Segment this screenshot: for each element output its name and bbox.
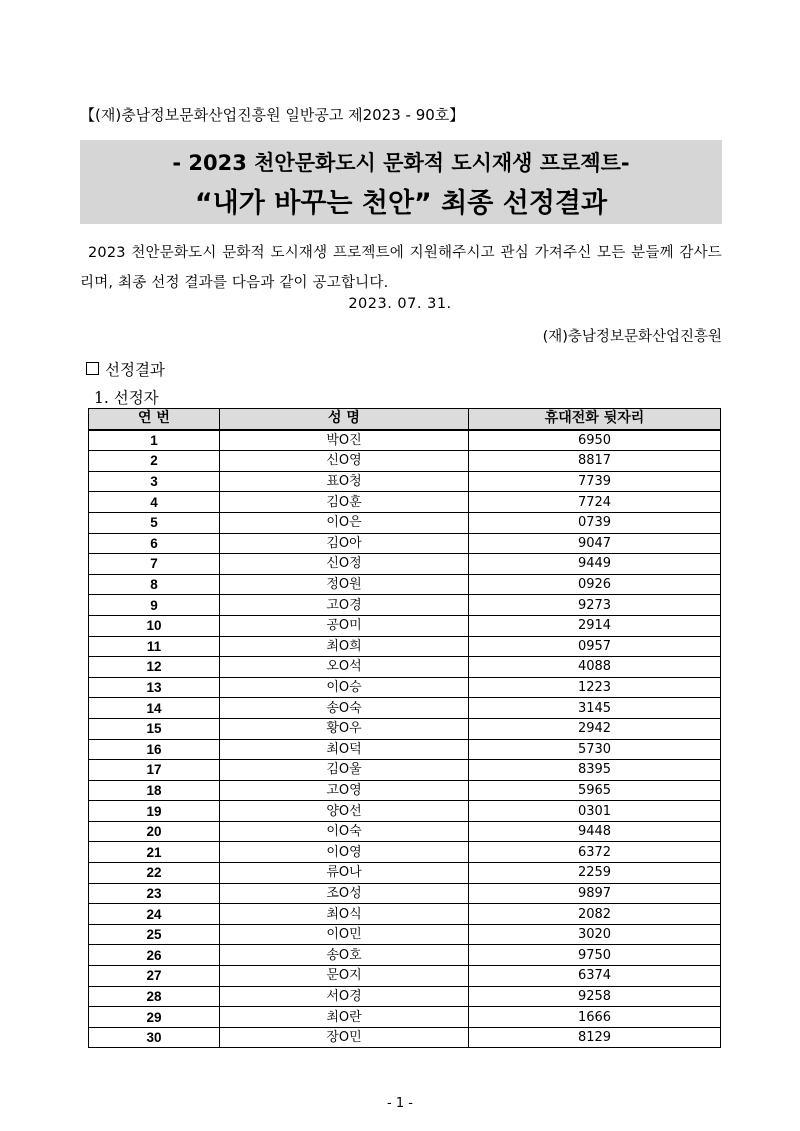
subsection-title: 1. 선정자 [94, 389, 159, 407]
serial-cell: 6 [89, 533, 220, 554]
phone-cell: 8817 [469, 451, 721, 472]
serial-cell: 14 [89, 698, 220, 719]
table-row [89, 801, 721, 822]
serial-cell: 10 [89, 615, 220, 636]
serial-cell: 25 [89, 924, 220, 945]
serial-cell: 1 [89, 430, 220, 451]
table-row [89, 945, 721, 966]
table-row [89, 780, 721, 801]
phone-cell: 3145 [469, 698, 721, 719]
phone-cell: 8395 [469, 760, 721, 781]
table-row [89, 842, 721, 863]
serial-cell: 18 [89, 780, 220, 801]
serial-cell: 28 [89, 986, 220, 1007]
phone-cell: 8129 [469, 1027, 721, 1048]
serial-cell: 23 [89, 883, 220, 904]
table-row [89, 451, 721, 472]
phone-cell: 5730 [469, 739, 721, 760]
phone-cell: 6950 [469, 430, 721, 451]
serial-cell: 8 [89, 574, 220, 595]
name-cell: 이O영 [220, 842, 469, 863]
table-row [89, 760, 721, 781]
name-cell: 오O석 [220, 657, 469, 678]
selection-table [88, 408, 721, 1048]
table-row [89, 821, 721, 842]
phone-cell: 9448 [469, 821, 721, 842]
serial-cell: 27 [89, 966, 220, 987]
table-row [89, 492, 721, 513]
name-cell: 이O민 [220, 924, 469, 945]
phone-cell: 2082 [469, 904, 721, 925]
intro-paragraph: 2023 천안문화도시 문화적 도시재생 프로젝트에 지원해주시고 관심 가져주신 모든 분들께 감사드리며, 최종 선정 결과를 다음과 같이 공고합니다. [80, 245, 722, 291]
phone-cell: 5965 [469, 780, 721, 801]
serial-cell: 22 [89, 863, 220, 884]
serial-cell: 29 [89, 1007, 220, 1028]
title-line-1: - 2023 천안문화도시 문화적 도시재생 프로젝트- [172, 151, 630, 175]
name-cell: 공O미 [220, 615, 469, 636]
table-row [89, 595, 721, 616]
table-row [89, 698, 721, 719]
page-number: - 1 - [387, 1096, 413, 1111]
name-cell: 표O청 [220, 471, 469, 492]
serial-cell: 20 [89, 821, 220, 842]
name-cell: 송O숙 [220, 698, 469, 719]
serial-cell: 26 [89, 945, 220, 966]
name-cell: 이O숙 [220, 821, 469, 842]
table-row [89, 636, 721, 657]
name-cell: 황O우 [220, 718, 469, 739]
name-cell: 이O은 [220, 512, 469, 533]
header-name: 성 명 [220, 409, 469, 430]
phone-cell: 9273 [469, 595, 721, 616]
table-row [89, 430, 721, 451]
phone-cell: 9750 [469, 945, 721, 966]
phone-cell: 0926 [469, 574, 721, 595]
name-cell: 서O경 [220, 986, 469, 1007]
table-row [89, 512, 721, 533]
serial-cell: 5 [89, 512, 220, 533]
name-cell: 김O아 [220, 533, 469, 554]
organization-name: (재)충남정보문화산업진흥원 [542, 329, 722, 345]
name-cell: 최O희 [220, 636, 469, 657]
serial-cell: 11 [89, 636, 220, 657]
name-cell: 양O선 [220, 801, 469, 822]
header-phone: 휴대전화 뒷자리 [469, 409, 721, 430]
phone-cell: 3020 [469, 924, 721, 945]
phone-cell: 6372 [469, 842, 721, 863]
phone-cell: 9047 [469, 533, 721, 554]
phone-cell: 9258 [469, 986, 721, 1007]
name-cell: 이O승 [220, 677, 469, 698]
table-row [89, 1027, 721, 1048]
table-row [89, 863, 721, 884]
name-cell: 문O지 [220, 966, 469, 987]
table-row [89, 986, 721, 1007]
table-row [89, 904, 721, 925]
table-row [89, 574, 721, 595]
name-cell: 김O훈 [220, 492, 469, 513]
phone-cell: 9897 [469, 883, 721, 904]
serial-cell: 9 [89, 595, 220, 616]
name-cell: 장O민 [220, 1027, 469, 1048]
phone-cell: 0739 [469, 512, 721, 533]
name-cell: 신O영 [220, 451, 469, 472]
serial-cell: 2 [89, 451, 220, 472]
phone-cell: 0957 [469, 636, 721, 657]
table-row [89, 924, 721, 945]
serial-cell: 13 [89, 677, 220, 698]
serial-cell: 16 [89, 739, 220, 760]
table-row [89, 718, 721, 739]
table-row [89, 615, 721, 636]
phone-cell: 6374 [469, 966, 721, 987]
checkbox-square-icon [86, 362, 99, 375]
name-cell: 최O란 [220, 1007, 469, 1028]
table-row [89, 883, 721, 904]
table-row [89, 966, 721, 987]
table-row [89, 1007, 721, 1028]
name-cell: 최O덕 [220, 739, 469, 760]
serial-cell: 3 [89, 471, 220, 492]
name-cell: 최O식 [220, 904, 469, 925]
table-header-row [89, 409, 721, 430]
name-cell: 류O나 [220, 863, 469, 884]
table-row [89, 554, 721, 575]
phone-cell: 4088 [469, 657, 721, 678]
table-row [89, 657, 721, 678]
title-line-2: “내가 바꾸는 천안” 최종 선정결과 [194, 188, 608, 219]
name-cell: 송O호 [220, 945, 469, 966]
phone-cell: 7724 [469, 492, 721, 513]
serial-cell: 17 [89, 760, 220, 781]
phone-cell: 1666 [469, 1007, 721, 1028]
serial-cell: 19 [89, 801, 220, 822]
table-row [89, 739, 721, 760]
serial-cell: 24 [89, 904, 220, 925]
section-heading [86, 358, 165, 380]
name-cell: 고O경 [220, 595, 469, 616]
phone-cell: 9449 [469, 554, 721, 575]
name-cell: 정O원 [220, 574, 469, 595]
phone-cell: 1223 [469, 677, 721, 698]
table-row [89, 533, 721, 554]
name-cell: 신O정 [220, 554, 469, 575]
header-serial: 연 번 [89, 409, 220, 430]
phone-cell: 0301 [469, 801, 721, 822]
notice-date: 2023. 07. 31. [348, 296, 452, 312]
serial-cell: 7 [89, 554, 220, 575]
phone-cell: 2942 [469, 718, 721, 739]
notice-number: 【(재)충남정보문화산업진흥원 일반공고 제2023 - 90호】 [80, 106, 465, 124]
section-title: 선정결과 [105, 361, 165, 379]
serial-cell: 4 [89, 492, 220, 513]
serial-cell: 21 [89, 842, 220, 863]
name-cell: 고O영 [220, 780, 469, 801]
name-cell: 박O진 [220, 430, 469, 451]
serial-cell: 30 [89, 1027, 220, 1048]
table-row [89, 677, 721, 698]
phone-cell: 7739 [469, 471, 721, 492]
name-cell: 조O성 [220, 883, 469, 904]
phone-cell: 2914 [469, 615, 721, 636]
table-row [89, 471, 721, 492]
serial-cell: 15 [89, 718, 220, 739]
phone-cell: 2259 [469, 863, 721, 884]
title-box [80, 140, 722, 224]
serial-cell: 12 [89, 657, 220, 678]
table-body [89, 430, 721, 1048]
name-cell: 김O울 [220, 760, 469, 781]
